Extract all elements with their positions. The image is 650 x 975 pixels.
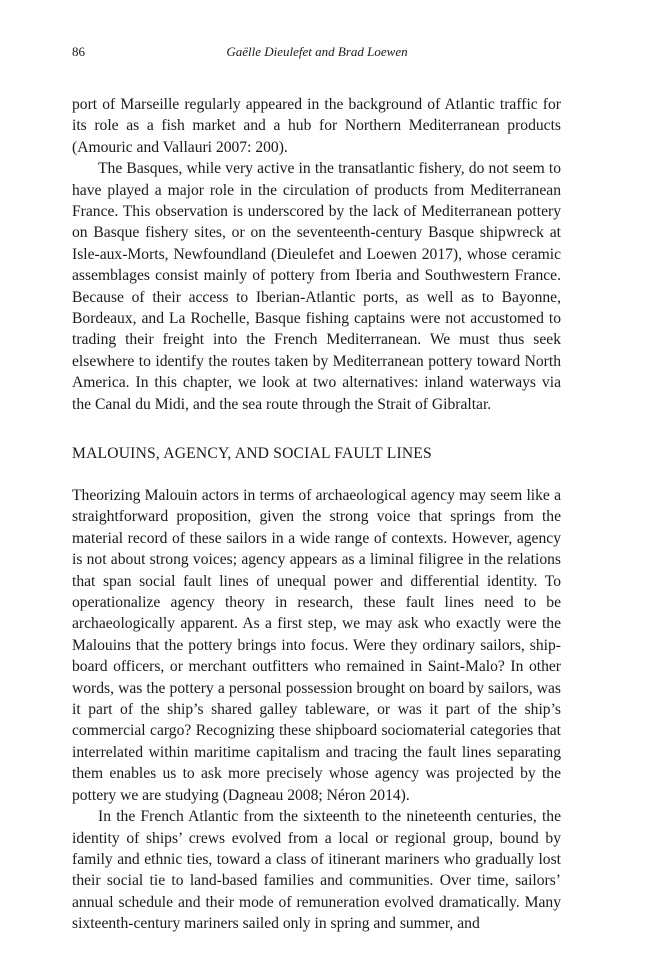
paragraph-agency: Theorizing Malouin actors in terms of archaeological agency may seem like a straightforward proposition, given the strong voice that springs from the material record of these sailors in a wide range of contexts. However, agency is not about strong voices; agency appears as a liminal filigree in the relations that span social fault lines of unequal power and differential identity. To operationalize agency theory in research, these fault lines need to be archaeologically apparent. As a first step, we may ask who exactly were the Malouins that the pottery brings into focus. Were they ordinary sailors, shipboard officers, or merchant outfitters who remained in Saint-Malo? In other words, was the pottery a personal possession brought on board by sailors, was it part of the ship’s shared galley tableware, or was it part of the ship’s commercial cargo? Recognizing these shipboard sociomaterial categories that interrelated within maritime capitalism and tracing the fault lines separating them enables us to ask more precisely whose agency was projected by the pottery we are studying (Dagneau 2008; Néron 2014).	[72, 487, 561, 804]
paragraph-french-atlantic: In the French Atlantic from the sixteenth to the nineteenth centuries, the identity of ships’ crews evolved from a local or regional group, bound by family and ethnic ties, toward a class of itinerant mariners who gradually lost their social tie to land-based families and communities. Over time, sailors’ annual schedule and their mode of remuneration evolved dramatically. Many sixteenth-century mariners sailed only in spring and summer, and	[72, 808, 561, 933]
section-heading: MALOUINS, AGENCY, AND SOCIAL FAULT LINES	[72, 445, 432, 462]
paragraph-basques: The Basques, while very active in the transatlantic fishery, do not seem to have played a major role in the circulation of products from Mediterranean France. This observation is underscored by the lack of Mediterranean pottery on Basque fishery sites, or on the seventeenth-century Basque shipwreck at Isle-aux-Morts, Newfoundland (Dieulefet and Loewen 2017), whose ceramic assemblages consist mainly of pottery from Iberia and Southwestern France. Because of their access to Iberian-Atlantic ports, as well as to Bayonne, Bordeaux, and La Rochelle, Basque fishing captains were not accustomed to trading their freight into the French Mediterranean. We must thus seek elsewhere to identify the routes taken by Mediterranean pottery toward North America. In this chapter, we look at two alternatives: inland waterways via the Canal du Midi, and the sea route through the Strait of Gibraltar.	[72, 160, 561, 413]
page-number: 86	[72, 44, 85, 59]
paragraph-continued: port of Marseille regularly appeared in the background of Atlantic traffic for its role as a fish market and a hub for Northern Mediterranean products (Amouric and Vallauri 2007: 200).	[72, 96, 561, 156]
running-head: Gaëlle Dieulefet and Brad Loewen	[226, 44, 408, 59]
page-header	[72, 44, 562, 64]
body-text-section	[72, 485, 561, 935]
body-text-top	[72, 94, 561, 415]
